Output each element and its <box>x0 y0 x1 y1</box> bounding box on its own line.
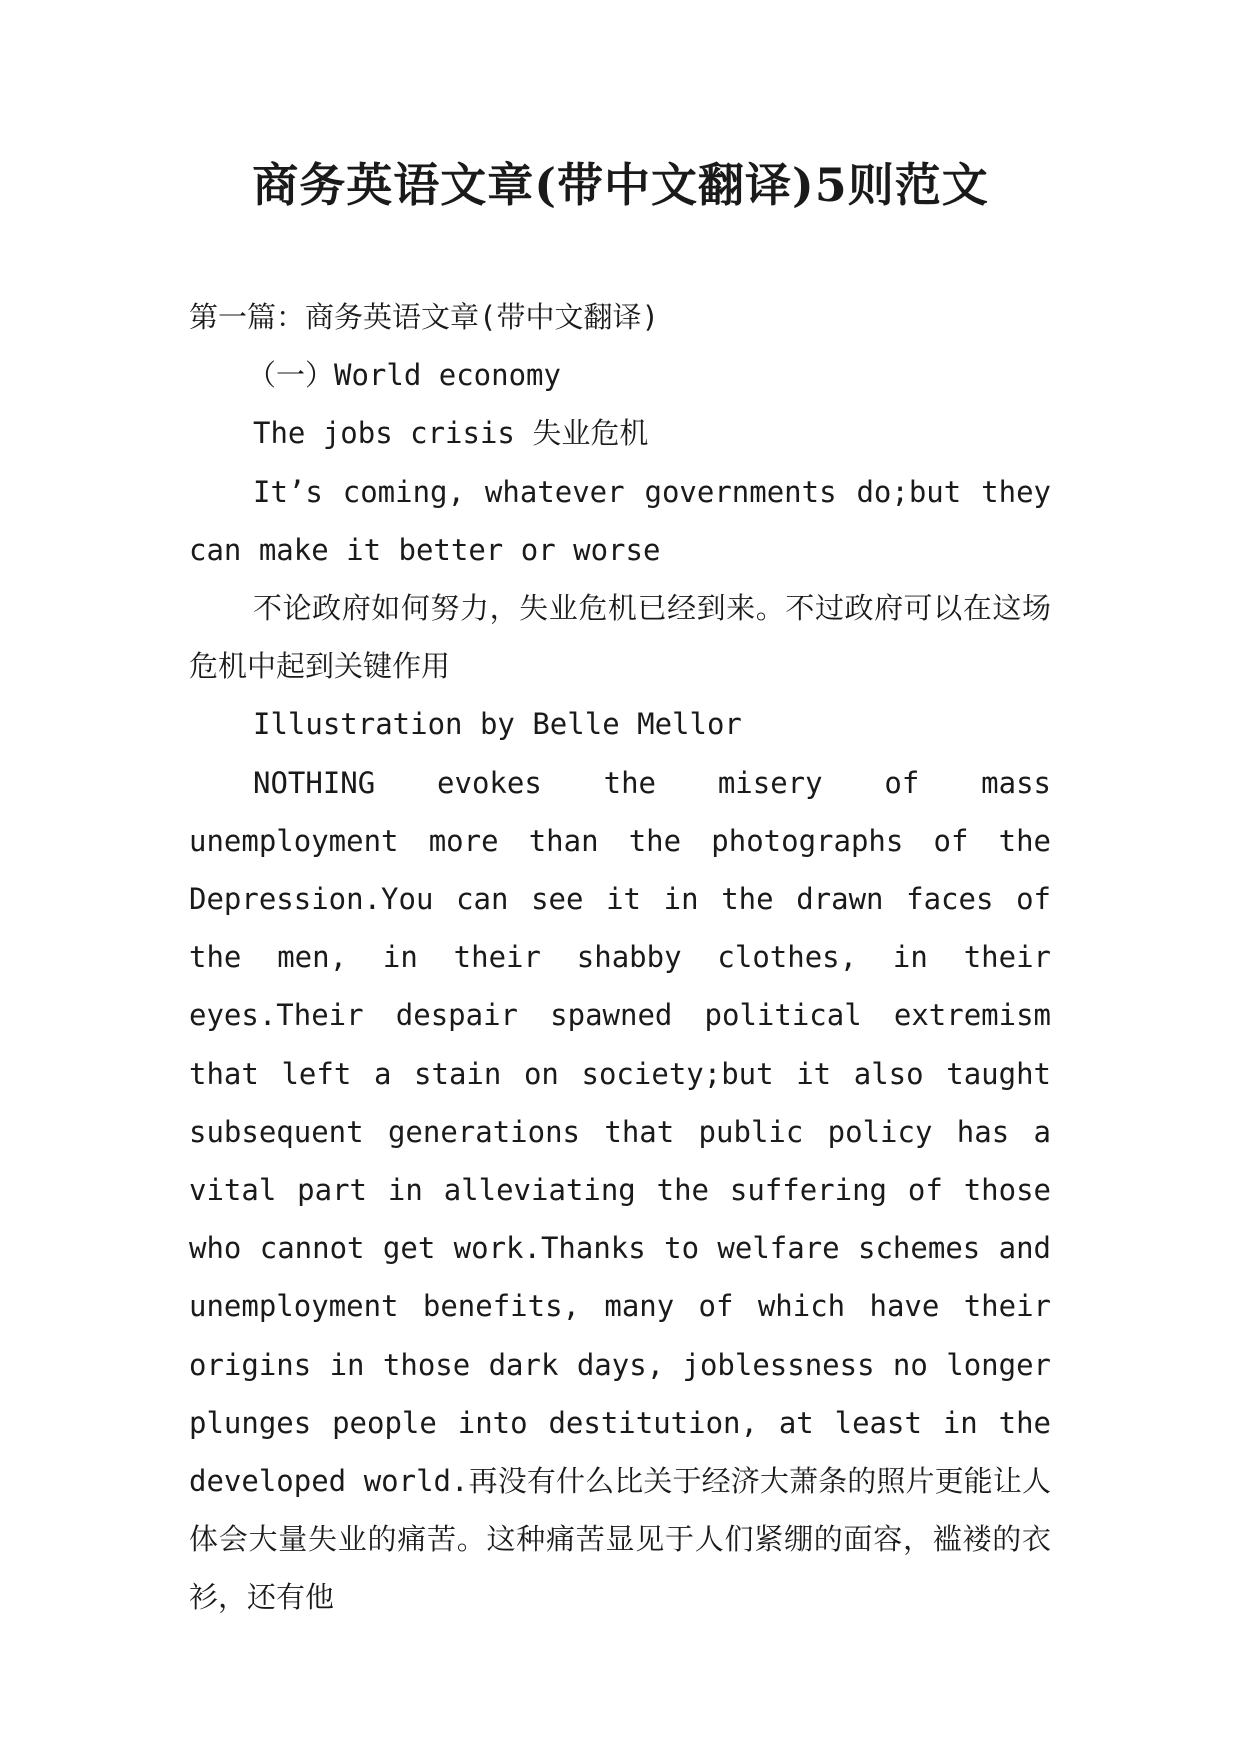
subtitle-chinese: 不论政府如何努力，失业危机已经到来。不过政府可以在这场危机中起到关键作用 <box>189 591 1051 684</box>
document-body <box>189 288 1051 1627</box>
illustration-credit: Illustration by Belle Mellor <box>253 707 742 742</box>
article-title: The jobs crisis 失业危机 <box>253 416 649 451</box>
body-paragraph: NOTHING evokes the misery of mass unemployment more than the photographs of the Depression.You can see it in the drawn faces of the men, in their shabby clothes, in their eyes.Their despair spawned political extremism that left a stain on society;but it also taught subsequent generations that public policy has a vital part in alleviating the suffering of those who cannot get work.Thanks to welfare schemes and unemployment benefits, many of which have their origins in those dark days, joblessness no longer plunges people into destitution, at least in the developed world.再没有什么比关于经济大萧条的照片更能让人体会大量失业的痛苦。这种痛苦显见于人们紧绷的面容，褴褛的衣衫，还有他 <box>189 765 1051 1615</box>
subheading: （一）World economy <box>247 358 561 393</box>
subtitle-english: It’s coming, whatever governments do;but they can make it better or worse <box>189 474 1051 567</box>
section-heading: 第一篇：商务英语文章(带中文翻译) <box>189 300 659 334</box>
document-title: 商务英语文章(带中文翻译)5则范文 <box>252 158 989 212</box>
